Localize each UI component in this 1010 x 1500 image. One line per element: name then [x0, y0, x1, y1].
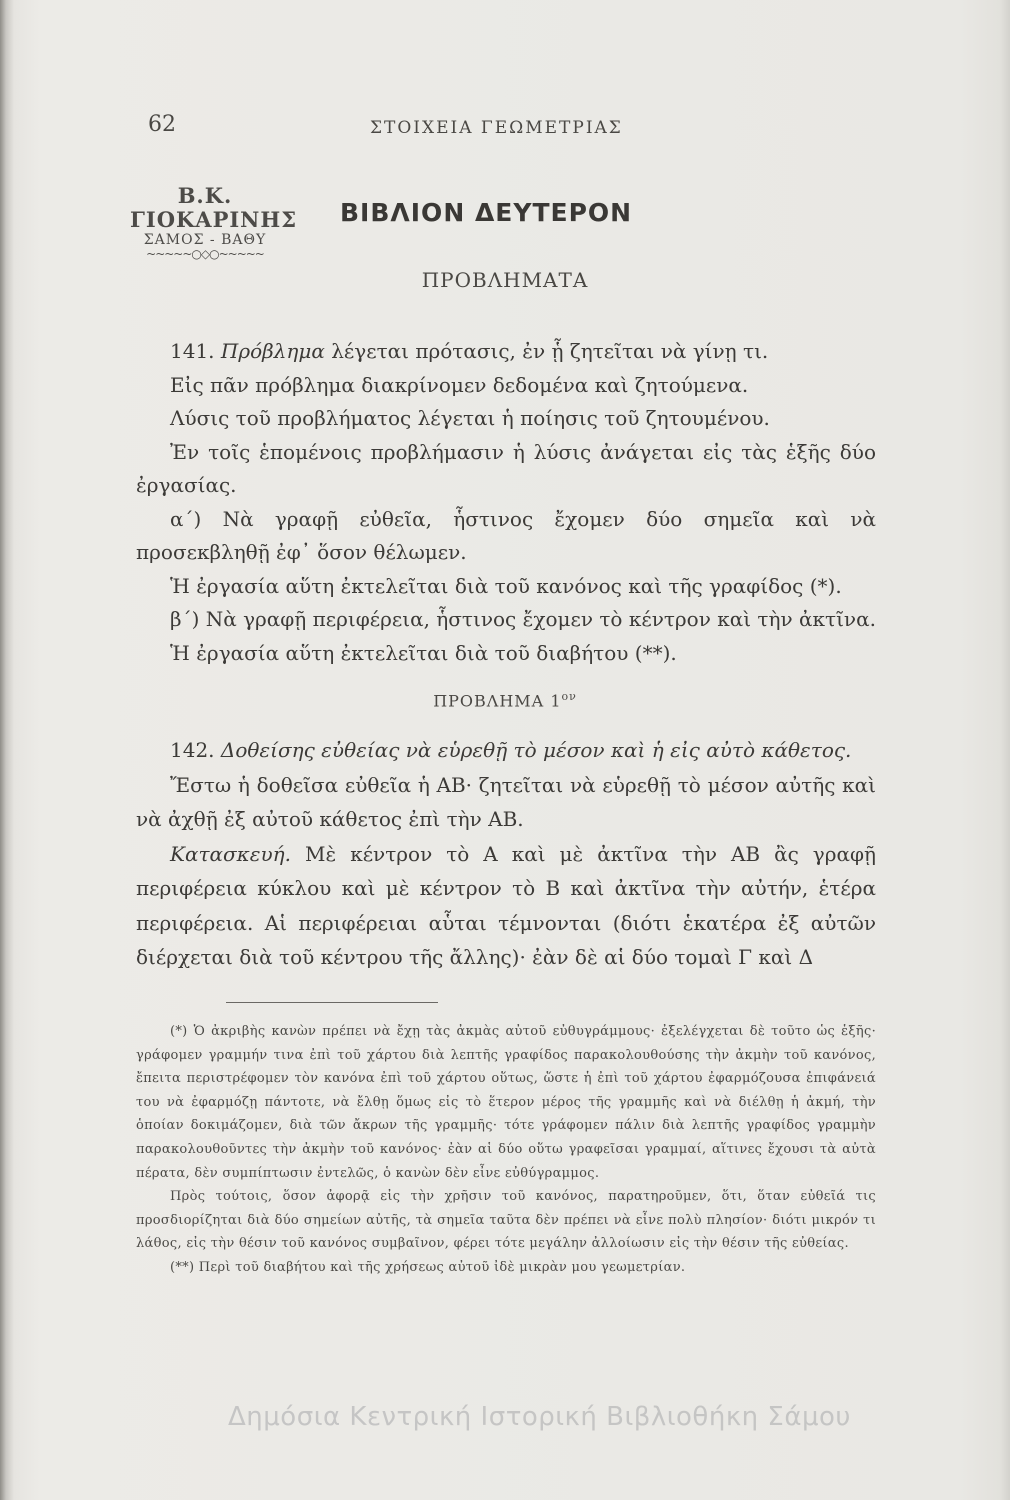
paragraph-142 — [136, 733, 876, 768]
construction-label: Κατασκευή. — [170, 841, 292, 866]
problem-statement: Δοθείσης εὐθείας νὰ εὑρεθῇ τὸ μέσον καὶ ἡ εἰς αὐτὸ κάθετος. — [220, 738, 852, 762]
footnote: Πρὸς τούτοις, ὅσον ἀφορᾷ εἰς τὴν χρῆσιν τοῦ κανόνος, παρατηροῦμεν, ὅτι, ὅταν εὐθεῖά τις προσδιορίζηται διὰ δύο σημείων αὐτῆς, τὰ σημεῖα ταῦτα δὲν πρέπει νὰ εἶνε πολὺ πλησίον· διότι μικρόν τι λάθος, εἰς τὴν θέσιν τοῦ κανόνος συμβαῖνον, φέρει τότε μεγάλην ἀλλοίωσιν εἰς τὴν θέσιν τῆς εὐθείας. — [136, 1189, 876, 1252]
page-number: 62 — [148, 112, 176, 137]
paragraph: Ἐν τοῖς ἑπομένοις προβλήμασιν ἡ λύσις ἀνάγεται εἰς τὰς ἑξῆς δύο ἐργασίας. — [136, 439, 876, 497]
paragraph-number: 141. — [170, 339, 215, 363]
footnote-rule — [226, 1002, 438, 1003]
owner-stamp — [130, 183, 298, 261]
construction-text: Μὲ κέντρον τὸ Α καὶ μὲ ἀκτῖνα τὴν ΑΒ ἂς γραφῇ περιφέρεια κύκλου καὶ μὲ κέντρον τὸ Β καὶ ἀκτῖνα τὴν αὐτήν, ἑτέρα περιφέρεια. Αἱ περιφέρειαι αὗται τέμνονται (διότι ἑκατέρα ἐξ αὐτῶν διέρχεται διὰ τοῦ κέντρου τῆς ἄλλης)· ἐὰν δὲ αἱ δύο τομαὶ Γ καὶ Δ — [136, 841, 876, 969]
paragraph-number: 142. — [170, 738, 215, 762]
paragraph: β΄) Νὰ γραφῇ περιφέρεια, ἧστινος ἔχομεν τὸ κέντρον καὶ τὴν ἀκτῖνα. — [170, 607, 876, 631]
stamp-name: Β.Κ. ΓΙΟΚΑΡΙΝΗΣ — [130, 183, 298, 232]
paragraph: Ἔστω ἡ δοθεῖσα εὐθεῖα ἡ ΑΒ· ζητεῖται νὰ εὑρεθῇ τὸ μέσον αὐτῆς καὶ νὰ ἀχθῇ ἐξ αὐτοῦ κάθετος ἐπὶ τὴν ΑΒ. — [136, 772, 876, 831]
problem-heading — [0, 690, 1010, 710]
library-watermark: Δημόσια Κεντρική Ιστορική Βιβλιοθήκη Σάμου — [228, 1402, 851, 1432]
stamp-ornament: ~~~~~○◇○~~~~~ — [146, 247, 264, 261]
paragraph-141 — [136, 335, 876, 369]
construction-paragraph — [136, 837, 876, 975]
intro-text — [136, 335, 876, 670]
paragraph: Ἡ ἐργασία αὕτη ἐκτελεῖται διὰ τοῦ διαβήτου (**). — [170, 640, 677, 665]
problem-heading-text: ΠΡΟΒΛΗΜΑ 1 — [433, 691, 562, 711]
book-title: ΒΙΒΛΙΟΝ ΔΕΥΤΕΡΟΝ — [340, 198, 633, 227]
paragraph-text: λέγεται πρότασις, ἐν ᾗ ζητεῖται νὰ γίνῃ τι. — [331, 339, 769, 363]
problem-heading-sup: ον — [561, 690, 577, 703]
paragraph: Εἰς πᾶν πρόβλημα διακρίνομεν δεδομένα καὶ ζητούμενα. — [170, 372, 749, 397]
problem-text — [136, 733, 876, 975]
paragraph: α΄) Νὰ γραφῇ εὐθεῖα, ἧστινος ἔχομεν δύο σημεῖα καὶ νὰ προσεκβληθῇ ἐφ᾽ ὅσον θέλωμεν. — [136, 506, 876, 564]
footnote: (*) Ὁ ἀκριβὴς κανὼν πρέπει νὰ ἔχῃ τὰς ἀκμὰς αὐτοῦ εὐθυγράμμους· ἐξελέγχεται δὲ τοῦτο ὡς ἑξῆς· γράφομεν γραμμήν τινα ἐπὶ τοῦ χάρτου διὰ λεπτῆς γραφίδος παρακολουθούσης τὴν ἀκμὴν τοῦ κανόνος, ἔπειτα περιστρέφομεν τὸν κανόνα ἐπὶ τοῦ χάρτου οὕτως, ὥστε ἡ ἐπὶ τοῦ χάρτου ἐφαρμόζουσα ἐπιφάνειά του νὰ ἐφαρμόζῃ πάντοτε, νὰ ἔλθῃ ὅμως εἰς τὸ ἕτερον μέρος τῆς γραμμῆς καὶ νὰ διέλθῃ ἡ ἀκμή, τὴν ὁποίαν δοκιμάζομεν, διὰ τῶν ἄκρων τῆς γραμμῆς· τότε γράφομεν πάλιν διὰ λεπτῆς γραφίδος γραμμὴν παρακολουθοῦντες τὴν ἀκμὴν τοῦ κανόνος· ἐὰν αἱ δύο οὕτω γραφεῖσαι γραμμαί, αἵτινες ἔχουσι τὰ αὐτὰ πέρατα, δὲν συμπίπτωσιν ἐντελῶς, ὁ κανὼν δὲν εἶνε εὐθύγραμμος. — [136, 1024, 876, 1181]
paragraph: Λύσις τοῦ προβλήματος λέγεται ἡ ποίησις τοῦ ζητουμένου. — [170, 406, 770, 430]
section-title: ΠΡΟΒΛΗΜΑΤΑ — [421, 268, 589, 292]
paragraph: Ἡ ἐργασία αὕτη ἐκτελεῖται διὰ τοῦ κανόνος καὶ τῆς γραφίδος (*). — [170, 573, 842, 598]
stamp-place: ΣΑΜΟΣ - ΒΑΘΥ — [143, 232, 267, 248]
footnote: (**) Περὶ τοῦ διαβήτου καὶ τῆς χρήσεως αὐτοῦ ἰδὲ μικρὰν μου γεωμετρίαν. — [170, 1259, 686, 1275]
footnotes — [136, 1020, 876, 1280]
running-title: ΣΤΟΙΧΕΙΑ ΓΕΩΜΕΤΡΙΑΣ — [370, 118, 623, 138]
defined-term: Πρόβλημα — [220, 339, 325, 363]
